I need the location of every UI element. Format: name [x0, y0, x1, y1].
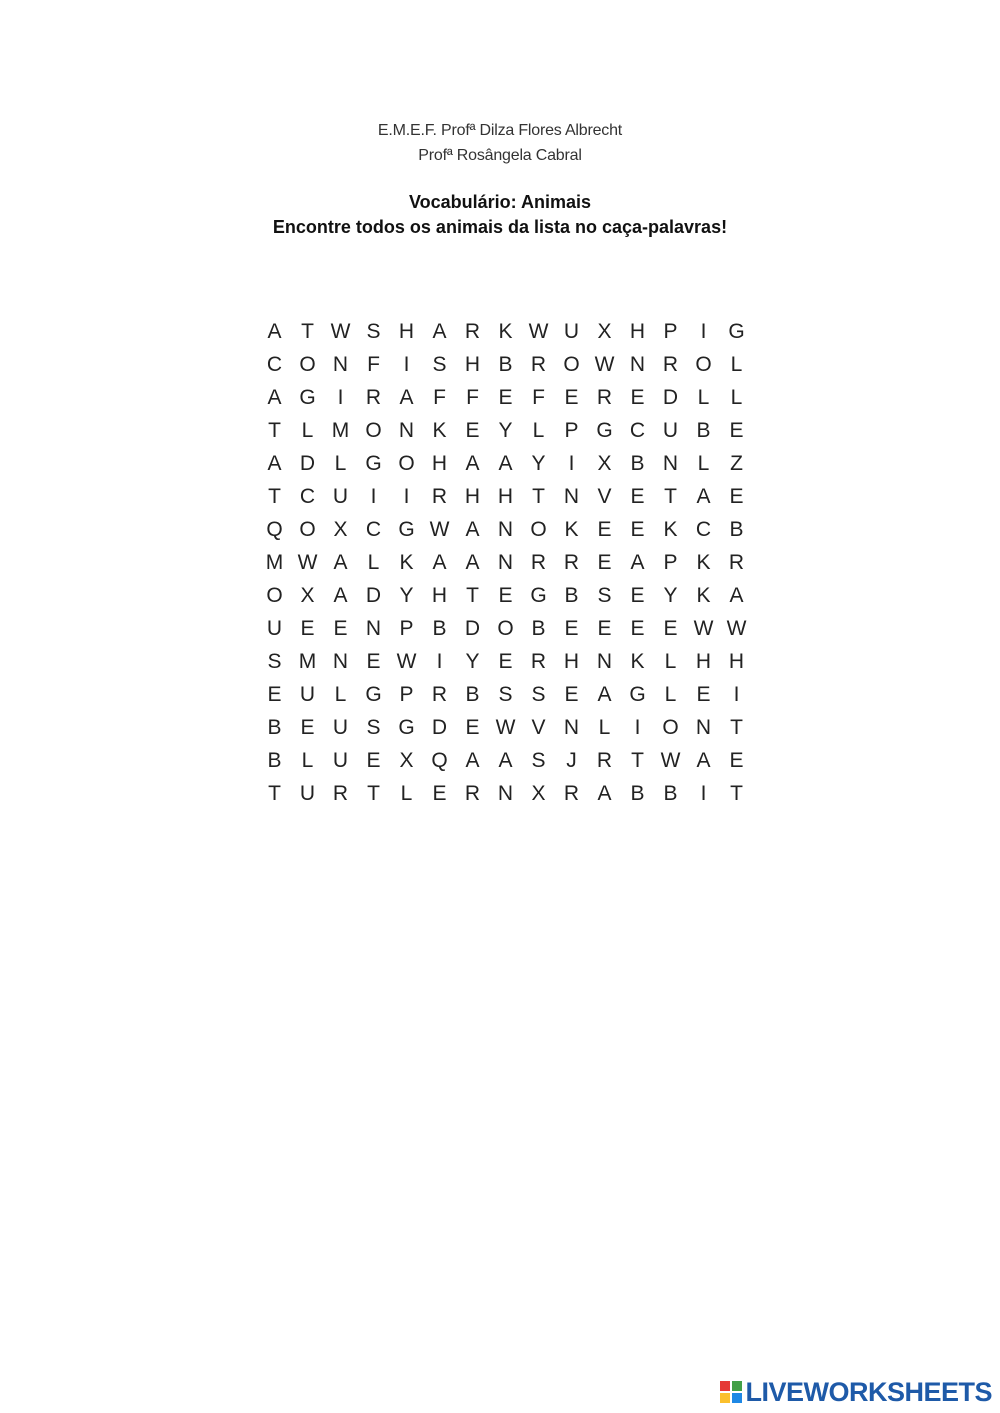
grid-cell[interactable]: O: [299, 353, 316, 376]
grid-cell[interactable]: M: [298, 650, 317, 673]
grid-cell[interactable]: E: [366, 650, 381, 673]
grid-cell[interactable]: G: [299, 386, 316, 409]
grid-cell[interactable]: B: [663, 782, 678, 805]
grid-cell[interactable]: A: [267, 320, 282, 343]
grid-cell[interactable]: F: [466, 386, 479, 409]
grid-cell[interactable]: A: [399, 386, 414, 409]
grid-cell[interactable]: T: [532, 485, 545, 508]
grid-cell[interactable]: R: [530, 650, 547, 673]
grid-cell[interactable]: I: [436, 650, 443, 673]
grid-cell[interactable]: E: [432, 782, 447, 805]
grid-cell[interactable]: A: [432, 551, 447, 574]
grid-cell[interactable]: S: [498, 683, 513, 706]
grid-cell[interactable]: V: [597, 485, 612, 508]
grid-cell[interactable]: R: [464, 320, 481, 343]
grid-cell[interactable]: T: [664, 485, 677, 508]
grid-cell[interactable]: I: [337, 386, 344, 409]
grid-cell[interactable]: L: [664, 683, 677, 706]
grid-cell[interactable]: A: [465, 749, 480, 772]
grid-cell[interactable]: A: [465, 518, 480, 541]
grid-cell[interactable]: U: [332, 485, 349, 508]
grid-cell[interactable]: E: [465, 716, 480, 739]
grid-cell[interactable]: T: [730, 782, 743, 805]
grid-cell[interactable]: O: [563, 353, 580, 376]
teacher-name: Profª Rosângela Cabral: [418, 147, 582, 164]
grid-cell[interactable]: L: [664, 650, 677, 673]
instruction-title: Encontre todos os animais da lista no caça-palavras!: [272, 217, 728, 237]
grid-cell[interactable]: N: [563, 485, 580, 508]
grid-cell[interactable]: F: [433, 386, 446, 409]
grid-cell[interactable]: B: [531, 617, 546, 640]
grid-cell[interactable]: R: [464, 782, 481, 805]
grid-cell[interactable]: C: [695, 518, 712, 541]
grid-cell[interactable]: N: [629, 353, 646, 376]
grid-cell[interactable]: A: [696, 485, 711, 508]
grid-cell[interactable]: R: [365, 386, 382, 409]
grid-cell[interactable]: B: [267, 716, 282, 739]
grid-cell[interactable]: A: [498, 452, 513, 475]
grid-cell[interactable]: R: [596, 386, 613, 409]
grid-cell[interactable]: U: [563, 320, 580, 343]
grid-cell[interactable]: T: [466, 584, 479, 607]
grid-cell[interactable]: L: [400, 782, 413, 805]
grid-cell[interactable]: B: [465, 683, 480, 706]
grid-cell[interactable]: E: [729, 419, 744, 442]
grid-cell[interactable]: H: [431, 452, 448, 475]
grid-cell[interactable]: L: [532, 419, 545, 442]
grid-cell[interactable]: A: [465, 551, 480, 574]
grid-cell[interactable]: L: [697, 452, 710, 475]
watermark-text: LIVEWORKSHEETS: [745, 1376, 992, 1407]
grid-cell[interactable]: O: [266, 584, 283, 607]
grid-cell[interactable]: L: [697, 386, 710, 409]
grid-cell[interactable]: K: [498, 320, 513, 343]
grid-cell[interactable]: E: [696, 683, 711, 706]
grid-cell[interactable]: U: [332, 749, 349, 772]
grid-cell[interactable]: C: [266, 353, 283, 376]
grid-cell[interactable]: B: [564, 584, 579, 607]
grid-cell[interactable]: E: [630, 617, 645, 640]
grid-cell[interactable]: E: [663, 617, 678, 640]
grid-cell[interactable]: R: [563, 782, 580, 805]
grid-cell[interactable]: A: [729, 584, 744, 607]
grid-cell[interactable]: P: [399, 617, 414, 640]
grid-cell[interactable]: M: [265, 551, 284, 574]
grid-cell[interactable]: W: [495, 716, 516, 739]
grid-cell[interactable]: X: [399, 749, 414, 772]
grid-cell[interactable]: Y: [663, 584, 678, 607]
grid-cell[interactable]: U: [662, 419, 679, 442]
grid-cell[interactable]: Z: [730, 452, 743, 475]
grid-cell[interactable]: E: [630, 518, 645, 541]
grid-cell[interactable]: L: [730, 353, 743, 376]
grid-cell[interactable]: E: [630, 584, 645, 607]
grid-cell[interactable]: E: [498, 584, 513, 607]
grid-cell[interactable]: E: [630, 485, 645, 508]
grid-cell[interactable]: H: [464, 353, 481, 376]
grid-cell[interactable]: L: [301, 419, 314, 442]
grid-cell[interactable]: A: [630, 551, 645, 574]
grid-cell[interactable]: R: [431, 485, 448, 508]
grid-cell[interactable]: T: [268, 419, 281, 442]
grid-cell[interactable]: T: [631, 749, 644, 772]
grid-cell[interactable]: E: [564, 386, 579, 409]
grid-cell[interactable]: E: [465, 419, 480, 442]
grid-cell[interactable]: S: [366, 320, 381, 343]
grid-cell[interactable]: P: [663, 551, 678, 574]
grid-cell[interactable]: R: [728, 551, 745, 574]
grid-cell[interactable]: L: [334, 452, 347, 475]
word-search-grid: [258, 315, 753, 810]
grid-cell[interactable]: R: [596, 749, 613, 772]
grid-cell[interactable]: O: [497, 617, 514, 640]
logo-square: [731, 1392, 743, 1404]
grid-cell[interactable]: G: [728, 320, 745, 343]
grid-cell[interactable]: B: [432, 617, 447, 640]
grid-cell[interactable]: B: [630, 782, 645, 805]
grid-cell[interactable]: I: [370, 485, 377, 508]
grid-cell[interactable]: E: [366, 749, 381, 772]
grid-cell[interactable]: L: [598, 716, 611, 739]
grid-cell[interactable]: A: [267, 386, 282, 409]
grid-cell[interactable]: I: [403, 353, 410, 376]
grid-cell[interactable]: D: [365, 584, 382, 607]
grid-cell[interactable]: C: [299, 485, 316, 508]
grid-cell[interactable]: X: [300, 584, 315, 607]
grid-cell[interactable]: N: [497, 782, 514, 805]
grid-cell[interactable]: N: [662, 452, 679, 475]
grid-cell[interactable]: Y: [465, 650, 480, 673]
grid-cell[interactable]: W: [660, 749, 681, 772]
grid-cell[interactable]: N: [563, 716, 580, 739]
grid-cell[interactable]: O: [365, 419, 382, 442]
grid-cell[interactable]: B: [696, 419, 711, 442]
grid-cell[interactable]: P: [663, 320, 678, 343]
grid-cell[interactable]: E: [597, 551, 612, 574]
topic-title: Vocabulário: Animais: [408, 192, 592, 212]
grid-cell[interactable]: C: [629, 419, 646, 442]
grid-cell[interactable]: C: [365, 518, 382, 541]
grid-cell[interactable]: K: [564, 518, 579, 541]
grid-cell[interactable]: P: [564, 419, 579, 442]
grid-cell[interactable]: G: [629, 683, 646, 706]
grid-cell[interactable]: A: [696, 749, 711, 772]
grid-cell[interactable]: K: [432, 419, 447, 442]
grid-cell[interactable]: H: [398, 320, 415, 343]
grid-cell[interactable]: W: [528, 320, 549, 343]
grid-cell[interactable]: H: [431, 584, 448, 607]
grid-cell[interactable]: E: [564, 617, 579, 640]
worksheet-titles: [0, 190, 1000, 240]
grid-cell[interactable]: E: [267, 683, 282, 706]
grid-cell[interactable]: T: [367, 782, 380, 805]
grid-cell[interactable]: R: [530, 353, 547, 376]
grid-cell[interactable]: E: [564, 683, 579, 706]
grid-cell[interactable]: M: [331, 419, 350, 442]
grid-cell[interactable]: H: [563, 650, 580, 673]
grid-cell[interactable]: W: [396, 650, 417, 673]
grid-cell[interactable]: O: [662, 716, 679, 739]
worksheet-header: [0, 118, 1000, 168]
grid-cell[interactable]: I: [700, 782, 707, 805]
grid-cell[interactable]: N: [332, 650, 349, 673]
grid-cell[interactable]: R: [530, 551, 547, 574]
grid-cell[interactable]: E: [333, 617, 348, 640]
grid-cell[interactable]: E: [630, 386, 645, 409]
grid-cell[interactable]: U: [332, 716, 349, 739]
grid-cell[interactable]: R: [563, 551, 580, 574]
grid-cell[interactable]: R: [431, 683, 448, 706]
grid-cell[interactable]: A: [267, 452, 282, 475]
grid-cell[interactable]: R: [332, 782, 349, 805]
grid-cell[interactable]: G: [398, 716, 415, 739]
grid-cell[interactable]: N: [596, 650, 613, 673]
grid-cell[interactable]: L: [334, 683, 347, 706]
grid-cell[interactable]: T: [730, 716, 743, 739]
grid-cell[interactable]: D: [431, 716, 448, 739]
grid-cell[interactable]: D: [299, 452, 316, 475]
logo-square: [731, 1380, 743, 1392]
grid-cell[interactable]: I: [700, 320, 707, 343]
grid-cell[interactable]: K: [399, 551, 414, 574]
grid-cell[interactable]: A: [498, 749, 513, 772]
school-name: E.M.E.F. Profª Dilza Flores Albrecht: [377, 122, 623, 139]
grid-cell[interactable]: J: [566, 749, 577, 772]
grid-cell[interactable]: O: [299, 518, 316, 541]
grid-cell[interactable]: S: [267, 650, 282, 673]
grid-cell[interactable]: W: [429, 518, 450, 541]
grid-cell[interactable]: K: [630, 650, 645, 673]
grid-cell[interactable]: A: [597, 782, 612, 805]
grid-cell[interactable]: L: [730, 386, 743, 409]
grid-cell[interactable]: I: [733, 683, 740, 706]
grid-cell[interactable]: N: [497, 551, 514, 574]
grid-cell[interactable]: W: [693, 617, 714, 640]
grid-cell[interactable]: G: [365, 683, 382, 706]
grid-cell[interactable]: E: [597, 617, 612, 640]
grid-cell[interactable]: T: [268, 485, 281, 508]
grid-cell[interactable]: W: [726, 617, 747, 640]
grid-cell[interactable]: X: [531, 782, 546, 805]
grid-cell[interactable]: U: [299, 683, 316, 706]
grid-cell[interactable]: P: [399, 683, 414, 706]
grid-cell[interactable]: L: [301, 749, 314, 772]
grid-cell[interactable]: G: [530, 584, 547, 607]
grid-cell[interactable]: W: [594, 353, 615, 376]
grid-cell[interactable]: E: [729, 749, 744, 772]
grid-cell[interactable]: A: [432, 320, 447, 343]
grid-cell[interactable]: A: [333, 584, 348, 607]
grid-cell[interactable]: Q: [266, 518, 283, 541]
grid-cell[interactable]: H: [464, 485, 481, 508]
grid-cell[interactable]: S: [531, 683, 546, 706]
grid-cell[interactable]: H: [629, 320, 646, 343]
grid-cell[interactable]: K: [663, 518, 678, 541]
grid-cell[interactable]: F: [532, 386, 545, 409]
grid-cell[interactable]: E: [729, 485, 744, 508]
grid-cell[interactable]: V: [531, 716, 546, 739]
grid-cell[interactable]: E: [597, 518, 612, 541]
liveworksheets-watermark: [719, 1377, 992, 1407]
grid-cell[interactable]: I: [403, 485, 410, 508]
grid-cell[interactable]: A: [333, 551, 348, 574]
grid-cell[interactable]: R: [662, 353, 679, 376]
grid-cell[interactable]: B: [630, 452, 645, 475]
grid-cell[interactable]: X: [333, 518, 348, 541]
grid-cell[interactable]: K: [696, 584, 711, 607]
grid-cell[interactable]: I: [634, 716, 641, 739]
grid-cell[interactable]: Y: [399, 584, 414, 607]
grid-cell[interactable]: X: [597, 320, 612, 343]
grid-cell[interactable]: W: [297, 551, 318, 574]
grid-cell[interactable]: E: [300, 617, 315, 640]
grid-cell[interactable]: Q: [431, 749, 448, 772]
grid-cell[interactable]: B: [729, 518, 744, 541]
grid-cell[interactable]: T: [301, 320, 314, 343]
grid-cell[interactable]: E: [300, 716, 315, 739]
grid-cell[interactable]: G: [596, 419, 613, 442]
logo-square: [719, 1392, 731, 1404]
grid-cell[interactable]: F: [367, 353, 380, 376]
grid-cell[interactable]: S: [366, 716, 381, 739]
grid-cell[interactable]: A: [597, 683, 612, 706]
grid-cell[interactable]: N: [332, 353, 349, 376]
grid-cell[interactable]: N: [365, 617, 382, 640]
grid-cell[interactable]: H: [695, 650, 712, 673]
grid-cell[interactable]: S: [597, 584, 612, 607]
grid-cell[interactable]: O: [398, 452, 415, 475]
grid-cell[interactable]: W: [330, 320, 351, 343]
grid-cell[interactable]: N: [398, 419, 415, 442]
grid-cell[interactable]: D: [464, 617, 481, 640]
liveworksheets-logo-icon: [719, 1380, 743, 1404]
grid-cell[interactable]: X: [597, 452, 612, 475]
grid-cell[interactable]: A: [465, 452, 480, 475]
grid-cell[interactable]: K: [696, 551, 711, 574]
grid-cell[interactable]: H: [728, 650, 745, 673]
grid-cell[interactable]: Y: [498, 419, 513, 442]
grid-cell[interactable]: G: [365, 452, 382, 475]
grid-cell[interactable]: I: [568, 452, 575, 475]
grid-cell[interactable]: U: [266, 617, 283, 640]
logo-square: [719, 1380, 731, 1392]
grid-cell[interactable]: Y: [531, 452, 546, 475]
grid-cell[interactable]: U: [299, 782, 316, 805]
grid-cell[interactable]: T: [268, 782, 281, 805]
grid-cell[interactable]: D: [662, 386, 679, 409]
grid-cell[interactable]: B: [267, 749, 282, 772]
grid-cell[interactable]: N: [497, 518, 514, 541]
grid-cell[interactable]: S: [531, 749, 546, 772]
grid-cell[interactable]: N: [695, 716, 712, 739]
grid-cell[interactable]: O: [695, 353, 712, 376]
grid-cell[interactable]: E: [498, 650, 513, 673]
grid-cell[interactable]: L: [367, 551, 380, 574]
grid-cell[interactable]: B: [498, 353, 513, 376]
grid-cell[interactable]: G: [398, 518, 415, 541]
grid-cell[interactable]: O: [530, 518, 547, 541]
grid-cell[interactable]: E: [498, 386, 513, 409]
grid-cell[interactable]: S: [432, 353, 447, 376]
grid-cell[interactable]: H: [497, 485, 514, 508]
